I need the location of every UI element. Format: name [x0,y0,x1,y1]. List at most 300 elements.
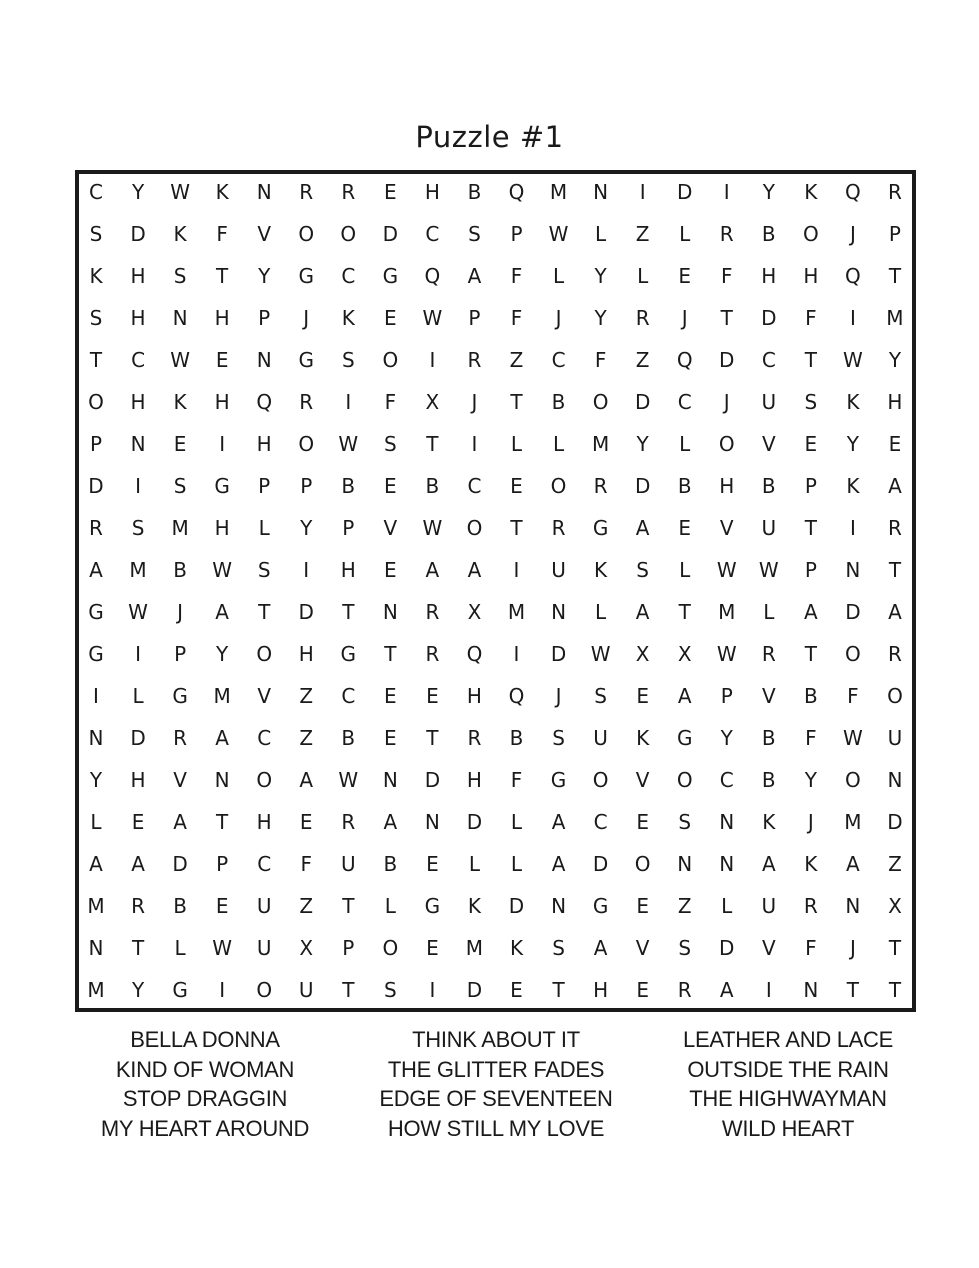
grid-letter: E [510,978,523,1002]
grid-letter: J [471,390,478,414]
grid-letter: G [88,642,104,666]
grid-letter: C [257,726,272,750]
grid-letter: D [130,726,146,750]
grid-letter: O [887,684,903,708]
grid-letter: R [887,642,902,666]
grid-letter: T [384,642,397,666]
grid-letter: Z [509,348,524,372]
grid-letter: Y [636,432,649,456]
grid-letter: L [258,516,270,540]
grid-letter: I [345,390,352,414]
grid-letter: D [592,852,609,876]
grid-letter: K [846,474,860,498]
grid-letter: U [256,894,272,918]
grid-letter: T [552,978,565,1002]
grid-letter: S [552,726,565,750]
grid-letter: S [173,474,187,498]
grid-letter: E [426,936,439,960]
grid-letter: D [298,600,314,624]
grid-letter: M [87,978,105,1002]
grid-letter: U [761,894,777,918]
grid-letter: C [131,348,146,372]
grid-letter: H [761,264,777,288]
grid-letter: F [805,726,817,750]
grid-letter: D [466,810,483,834]
grid-letter: X [677,642,692,666]
grid-row [75,549,916,591]
grid-letter: N [803,978,819,1002]
grid-letter: J [849,936,856,960]
grid-letter: I [639,180,646,204]
grid-letter: D [719,348,735,372]
grid-letter: Z [635,222,650,246]
grid-letter: B [341,726,356,750]
grid-letter: A [719,978,734,1002]
grid-letter: T [888,558,902,582]
grid-letter: C [761,348,776,372]
grid-letter: N [719,810,735,834]
grid-letter: E [215,894,229,918]
grid-letter: Q [508,180,525,204]
grid-letter: F [720,264,733,288]
grid-letter: Z [635,348,650,372]
grid-letter: I [135,474,141,498]
grid-letter: T [678,600,691,624]
grid-letter: D [172,852,188,876]
grid-letter: V [257,684,272,708]
grid-letter: I [723,180,730,204]
grid-letter: H [466,684,482,708]
grid-letter: J [807,810,814,834]
grid-letter: K [467,894,481,918]
grid-letter: W [548,222,569,246]
grid-letter: F [510,768,523,792]
grid-letter: J [723,390,730,414]
grid-letter: N [130,432,146,456]
grid-letter: A [131,852,145,876]
grid-letter: E [426,684,439,708]
grid-letter: Q [676,348,693,372]
grid-letter: V [257,222,272,246]
grid-letter: H [256,810,272,834]
grid-letter: V [761,936,776,960]
grid-letter: U [551,558,566,582]
grid-letter: J [177,600,184,624]
grid-row [75,213,916,255]
grid-letter: O [718,432,735,456]
grid-row [75,171,916,213]
grid-row [75,759,916,801]
grid-letter: N [719,852,735,876]
grid-letter: M [507,600,526,624]
grid-letter: H [466,768,482,792]
grid-letter: D [382,222,399,246]
grid-letter: A [635,516,650,540]
grid-letter: Q [508,684,525,708]
grid-letter: S [89,306,103,330]
grid-letter: D [424,768,441,792]
grid-letter: N [382,768,398,792]
grid-letter: L [552,432,565,456]
grid-letter: P [258,306,271,330]
grid-letter: L [679,432,691,456]
grid-letter: C [467,474,482,498]
grid-letter: G [172,978,188,1002]
grid-letter: U [887,726,903,750]
grid-letter: K [341,306,355,330]
grid-letter: E [384,726,397,750]
grid-letter: P [510,222,523,246]
grid-letter: C [341,264,356,288]
grid-letter: T [720,306,733,330]
grid-letter: B [173,894,187,918]
grid-letter: R [887,180,902,204]
grid-letter: R [299,390,314,414]
grid-letter: A [761,852,776,876]
grid-letter: R [425,600,440,624]
grid-letter: A [677,684,692,708]
grid-letter: X [888,894,902,918]
grid-letter: J [555,306,562,330]
grid-row [75,465,916,507]
grid-letter: M [591,432,610,456]
grid-letter: N [845,558,861,582]
grid-letter: A [89,852,103,876]
grid-letter: O [340,222,357,246]
grid-letter: W [338,768,359,792]
grid-letter: K [636,726,650,750]
word-list-column-3 [638,1025,938,1143]
grid-letter: B [425,474,440,498]
grid-letter: I [219,978,226,1002]
grid-letter: F [510,264,523,288]
grid-letter: T [342,978,355,1002]
grid-letter: P [216,852,229,876]
grid-letter: A [215,600,229,624]
grid-letter: F [510,306,523,330]
grid-letter: R [341,810,356,834]
grid-letter: K [89,264,103,288]
grid-letter: T [426,432,439,456]
grid-letter: H [298,642,314,666]
grid-letter: B [761,474,776,498]
grid-letter: X [467,600,482,624]
grid-letter: G [172,684,188,708]
grid-letter: G [298,348,314,372]
grid-letter: E [384,180,397,204]
grid-letter: S [89,222,103,246]
grid-letter: N [424,810,440,834]
grid-letter: W [170,348,190,372]
grid-letter: T [342,600,355,624]
grid-letter: I [513,642,520,666]
grid-letter: S [594,684,607,708]
grid-letter: L [174,936,186,960]
grid-letter: G [550,768,567,792]
grid-letter: N [382,600,398,624]
grid-letter: R [635,306,650,330]
grid-letter: N [551,894,567,918]
grid-letter: H [340,558,356,582]
grid-letter: F [216,222,228,246]
grid-letter: A [467,264,482,288]
grid-letter: P [804,474,817,498]
grid-letter: N [887,768,903,792]
grid-letter: C [593,810,608,834]
grid-letter: N [256,348,272,372]
grid-letter: E [173,432,187,456]
grid-letter: U [593,726,608,750]
grid-letter: N [551,600,567,624]
grid-letter: U [298,978,314,1002]
grid-letter: H [593,978,609,1002]
grid-letter: I [93,684,99,708]
grid-letter: S [257,558,271,582]
grid-letter: T [804,516,817,540]
grid-letter: I [303,558,310,582]
grid-letter: R [89,516,103,540]
grid-letter: G [424,894,441,918]
grid-letter: L [595,222,607,246]
puzzle-title: Puzzle #1 [415,120,564,154]
grid-letter: E [384,558,397,582]
grid-letter: I [135,642,141,666]
grid-letter: S [636,558,649,582]
word-item: KIND OF WOMAN [115,1056,295,1082]
grid-letter: D [719,936,735,960]
grid-letter: B [173,558,187,582]
grid-letter: P [89,432,103,456]
grid-letter: F [805,306,817,330]
grid-letter: Q [845,180,861,204]
grid-letter: E [636,684,649,708]
grid-letter: O [298,432,315,456]
grid-letter: S [678,810,692,834]
grid-letter: B [341,474,356,498]
grid-letter: L [384,894,396,918]
grid-row [75,297,916,339]
grid-letter: R [299,180,314,204]
grid-letter: B [761,726,776,750]
grid-row [75,927,916,969]
grid-letter: A [551,810,566,834]
grid-letter: D [676,180,693,204]
grid-letter: Y [762,180,775,204]
grid-letter: T [342,894,355,918]
grid-letter: L [552,264,565,288]
grid-letter: A [425,558,440,582]
grid-letter: Y [216,642,229,666]
grid-letter: Z [299,726,314,750]
grid-letter: L [763,600,775,624]
grid-letter: O [592,390,609,414]
grid-letter: I [513,558,520,582]
grid-letter: J [849,222,856,246]
grid-letter: A [299,768,314,792]
grid-letter: A [888,474,902,498]
grid-letter: T [846,978,859,1002]
grid-row [75,381,916,423]
grid-letter: S [678,936,692,960]
grid-letter: Y [888,348,902,372]
grid-letter: E [131,810,145,834]
grid-letter: E [636,978,649,1002]
grid-letter: G [676,726,693,750]
grid-letter: S [131,516,145,540]
grid-letter: T [216,810,229,834]
grid-letter: H [887,390,903,414]
grid-letter: Y [846,432,859,456]
grid-letter: L [510,810,523,834]
grid-letter: D [761,306,777,330]
grid-letter: I [219,432,226,456]
grid-letter: E [426,852,439,876]
grid-letter: R [593,474,608,498]
grid-letter: N [88,936,104,960]
grid-letter: H [214,516,230,540]
grid-letter: L [132,684,144,708]
grid-letter: A [89,558,103,582]
grid-letter: S [341,348,355,372]
grid-letter: J [555,684,562,708]
grid-letter: T [216,264,229,288]
grid-letter: E [510,474,523,498]
grid-row [75,633,916,675]
grid-letter: K [804,852,818,876]
grid-letter: F [847,684,859,708]
grid-letter: H [130,768,146,792]
grid-letter: X [635,642,650,666]
grid-letter: K [173,390,187,414]
grid-letter: T [804,348,817,372]
grid-letter: I [849,306,856,330]
word-item: WILD HEART [721,1115,855,1141]
grid-letter: B [509,726,524,750]
grid-letter: K [762,810,776,834]
grid-letter: Y [594,264,607,288]
grid-letter: T [510,390,523,414]
grid-letter: Y [131,180,145,204]
grid-letter: T [804,642,817,666]
grid-letter: E [299,810,313,834]
grid-letter: W [716,558,737,582]
word-item: THE GLITTER FADES [387,1056,605,1082]
grid-letter: O [802,222,819,246]
grid-letter: C [719,768,734,792]
grid-letter: A [888,600,902,624]
grid-letter: J [681,306,688,330]
grid-letter: W [758,558,779,582]
grid-letter: N [88,726,104,750]
grid-letter: Y [258,264,271,288]
grid-letter: E [636,894,649,918]
grid-letter: W [716,642,737,666]
grid-letter: Z [299,894,314,918]
grid-letter: J [303,306,310,330]
grid-letter: O [88,390,104,414]
grid-letter: I [765,978,772,1002]
word-item: HOW STILL MY LOVE [387,1115,605,1141]
grid-letter: U [761,516,777,540]
grid-letter: A [467,558,482,582]
grid-letter: W [212,936,233,960]
grid-letter: E [678,264,691,288]
grid-letter: M [549,180,568,204]
grid-letter: A [846,852,860,876]
grid-letter: Y [300,516,313,540]
grid-letter: Z [677,894,692,918]
grid-letter: W [422,306,443,330]
grid-letter: L [721,894,733,918]
grid-row [75,339,916,381]
grid-letter: C [551,348,566,372]
grid-letter: L [510,852,523,876]
grid-letter: O [592,768,609,792]
grid-letter: P [468,306,481,330]
grid-row [75,423,916,465]
grid-letter: A [215,726,229,750]
grid-letter: A [804,600,818,624]
grid-letter: G [592,516,609,540]
grid-letter: O [256,978,273,1002]
grid-letter: T [131,936,145,960]
grid-letter: M [87,894,105,918]
grid-letter: O [382,936,399,960]
grid-letter: C [89,180,103,204]
grid-letter: T [888,264,902,288]
grid-letter: Z [299,684,314,708]
grid-letter: G [382,264,399,288]
grid-letter: G [88,600,104,624]
grid-letter: T [888,978,902,1002]
grid-letter: G [298,264,314,288]
grid-letter: R [131,894,145,918]
word-item: EDGE OF SEVENTEEN [379,1086,613,1111]
grid-letter: E [215,348,229,372]
grid-letter: O [466,516,483,540]
grid-letter: M [129,558,147,582]
grid-letter: V [719,516,734,540]
grid-letter: V [635,936,650,960]
grid-letter: Y [804,768,817,792]
grid-letter: N [845,894,861,918]
grid-letter: D [887,810,903,834]
grid-letter: A [551,852,566,876]
grid-letter: A [173,810,187,834]
grid-letter: R [677,978,692,1002]
word-item: STOP DRAGGIN [122,1086,288,1111]
word-item: BELLA DONNA [130,1027,280,1052]
grid-letter: W [338,432,359,456]
word-item: THE HIGHWAYMAN [689,1086,887,1111]
grid-letter: O [256,768,273,792]
grid-letter: O [256,642,273,666]
grid-letter: L [468,852,481,876]
grid-letter: Y [720,726,733,750]
letter-grid [75,171,916,1011]
grid-letter: D [130,222,146,246]
grid-letter: M [718,600,736,624]
grid-letter: T [89,348,103,372]
grid-letter: M [465,936,484,960]
grid-letter: Z [888,852,902,876]
grid-letter: K [594,558,608,582]
grid-letter: B [803,684,818,708]
grid-letter: K [846,390,860,414]
grid-letter: T [258,600,271,624]
grid-letter: S [468,222,481,246]
grid-letter: B [551,390,566,414]
